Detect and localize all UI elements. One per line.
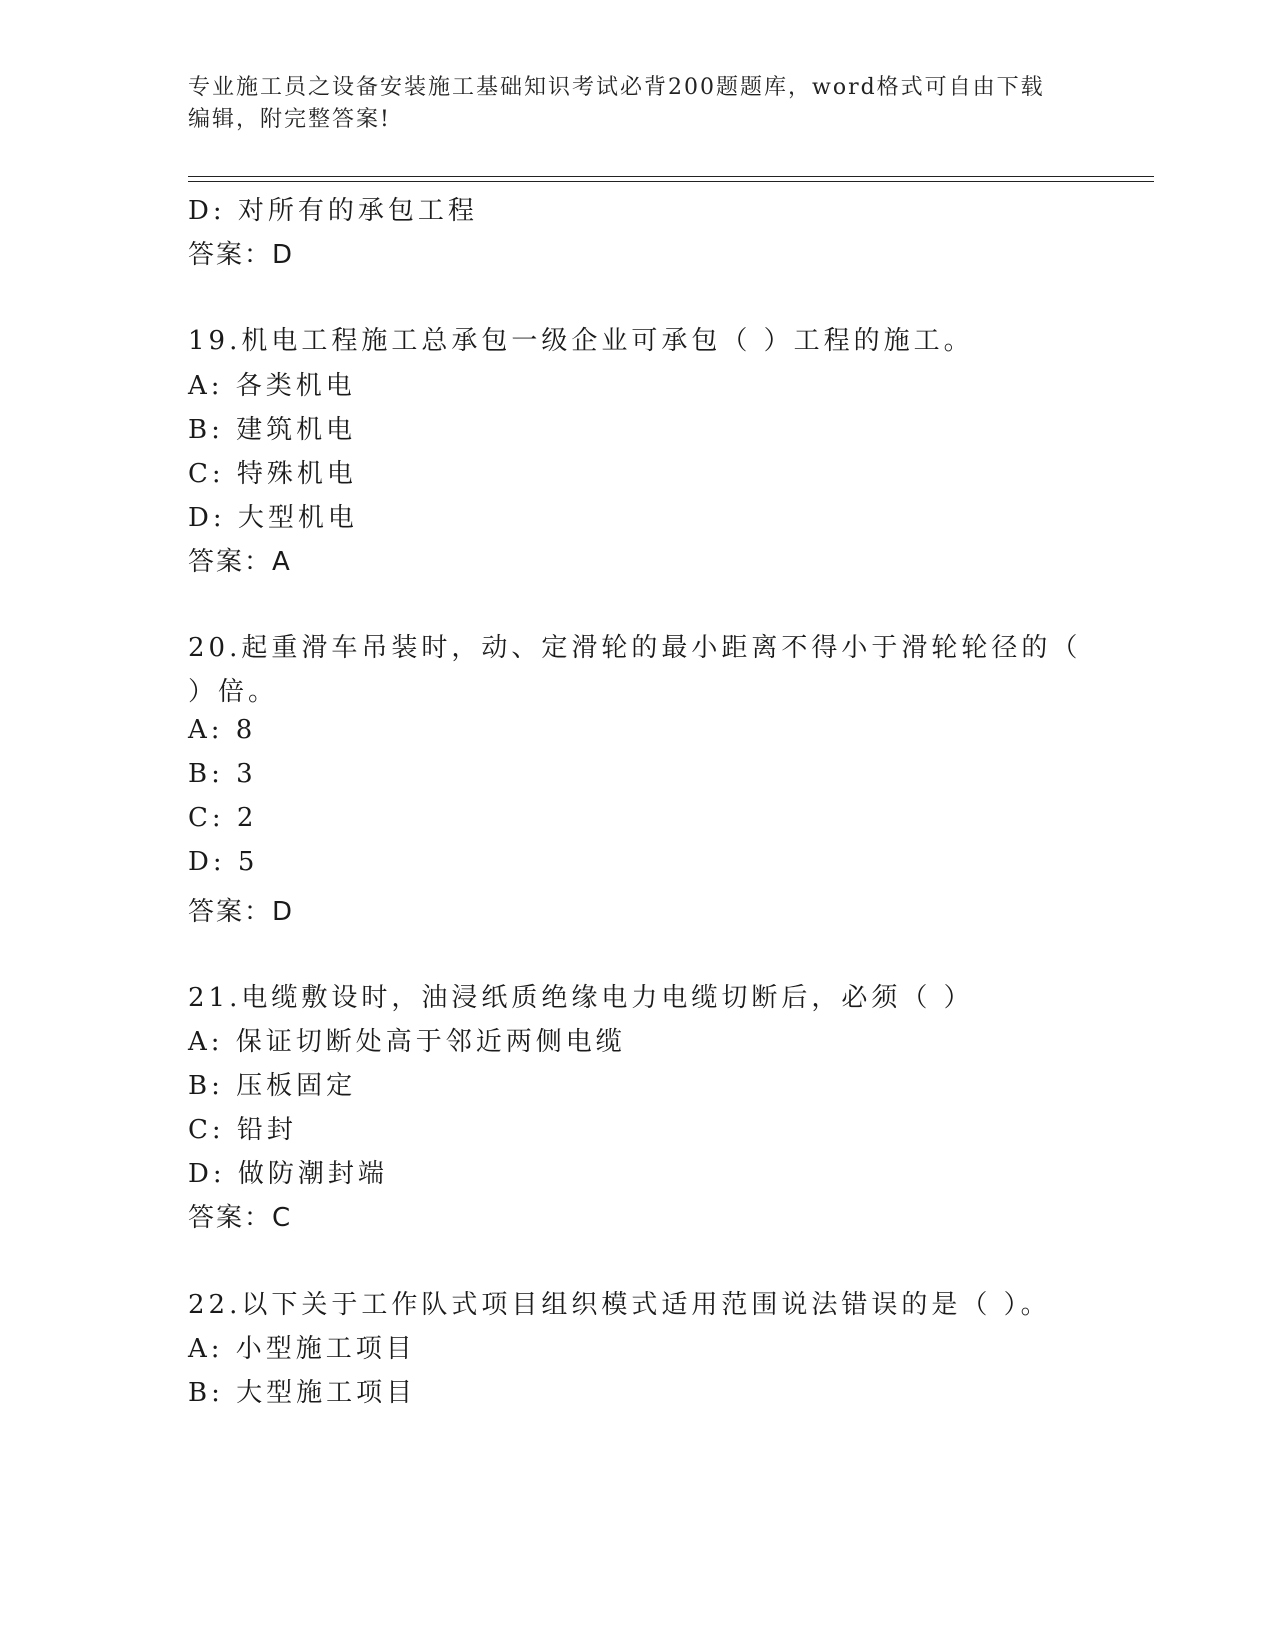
question-19-option-c: C: 特殊机电 <box>188 459 357 489</box>
question-21-answer: 答案：C <box>188 1203 293 1233</box>
question-21-option-c: C: 铅封 <box>188 1115 297 1145</box>
question-19-option-b: B: 建筑机电 <box>188 415 357 445</box>
question-21-stem: 21.电缆敷设时，油浸纸质绝缘电力电缆切断后，必须（ ） <box>188 983 974 1013</box>
header-line-1: 专业施工员之设备安装施工基础知识考试必背200题题库，word格式可自由下载 <box>188 75 1045 100</box>
question-19-option-a: A: 各类机电 <box>188 371 356 401</box>
question-20-stem: 20.起重滑车吊装时，动、定滑轮的最小距离不得小于滑轮轮径的（ <box>188 633 1082 663</box>
question-20-answer: 答案：D <box>188 897 295 927</box>
question-22-option-a: A: 小型施工项目 <box>188 1334 416 1364</box>
question-19-option-d: D: 大型机电 <box>188 503 358 533</box>
question-20-option-b: B: 3 <box>188 759 257 789</box>
question-19-stem: 19.机电工程施工总承包一级企业可承包（ ）工程的施工。 <box>188 326 974 356</box>
question-19-answer: 答案：A <box>188 547 292 577</box>
header-divider-top <box>188 176 1154 177</box>
answer: 答案：D <box>188 240 295 270</box>
question-21-option-a: A: 保证切断处高于邻近两侧电缆 <box>188 1027 626 1057</box>
question-21-option-b: B: 压板固定 <box>188 1071 357 1101</box>
option-d: D: 对所有的承包工程 <box>188 196 478 226</box>
question-20-option-a: A: 8 <box>188 715 257 745</box>
document-header <box>188 72 1068 136</box>
question-20-option-d: D: 5 <box>188 847 259 877</box>
question-22-stem: 22.以下关于工作队式项目组织模式适用范围说法错误的是（ ）。 <box>188 1290 1051 1320</box>
question-21-option-d: D: 做防潮封端 <box>188 1159 388 1189</box>
header-line-2: 编辑，附完整答案! <box>188 107 391 132</box>
question-22-option-b: B: 大型施工项目 <box>188 1378 417 1408</box>
question-20-option-c: C: 2 <box>188 803 258 833</box>
question-20-stem-continued: ）倍。 <box>188 677 279 707</box>
header-divider-bottom <box>188 181 1154 182</box>
